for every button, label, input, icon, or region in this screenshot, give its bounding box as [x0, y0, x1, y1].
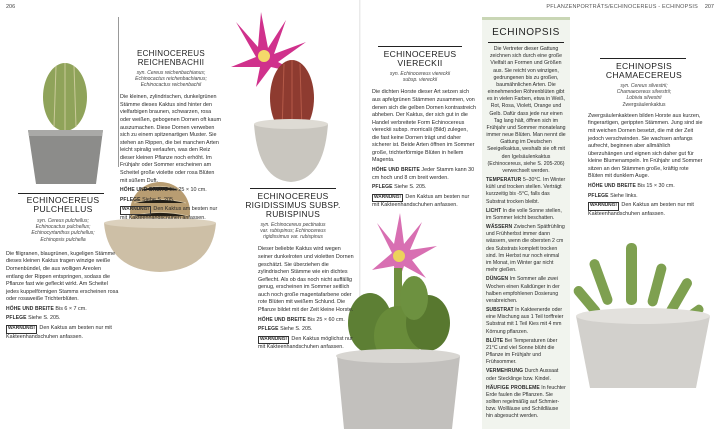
rigidissimus-photo: [216, 12, 336, 192]
viereckii-care: PFLEGE Siehe S. 205.: [372, 184, 427, 191]
pulchellus-description: Die filigranen, blaugrünen, kugeligen Stämme dieses kleinen Kaktus tragen winzige weiße Dornenbündel, die aus wolligen Areolen entlang der Rippen entspringen, sodass die Pflanze fast wie gefleckt wirkt. Am Scheitel jedes kuppelförmigen Stamms erscheinen rosa oder rosaweiße Trichterblüten.: [6, 250, 119, 303]
viereckii-rule: [378, 46, 462, 47]
pulchellus-photo: [18, 52, 116, 187]
reichenbachii-description: Die kleinen, zylindrischen, dunkelgrünen Stämme dieses Kaktus sind hinter den vielfarbigen braunen, schwarzen, rosa oder weißen, gebogenen Dornen oft kaum auszumachen. Diese Dornen verweben sich zu einem spitzenartigen Muster. Sie stehen an Rippen, die bei manchen Arten leicht spiralig verlaufen, was den Reiz dieser kleinen Pflanze noch erhöht. Im Frühjahr oder Sommer erscheinen am Scheitel große violette oder rosa Blüten mit süßem Duft.: [120, 94, 221, 184]
pulchellus-synonyms: syn. Cereus pulchellus; Echinocactus pulchellus; Echinocyrtanthus pulchellus; Echinopsis pulchella: [31, 217, 95, 243]
pulchellus-care: PFLEGE Siehe S. 205.: [6, 315, 61, 322]
rigidissimus-size: HÖHE UND BREITE Bis 25 × 60 cm.: [258, 316, 345, 323]
echinopsis-flowering: BLÜTE Bei Temperaturen über 21°C und viel Sonne blüht die Pflanze im Frühjahr und Frühsommer.: [486, 337, 558, 366]
viereckii-entry: [364, 50, 476, 212]
echinopsis-genus-panel: [482, 17, 570, 429]
reichenbachii-size: HÖHE UND BREITE Bis 25 × 10 cm.: [120, 187, 207, 194]
rigidissimus-synonyms: syn. Echinocereus pectinatus var. rubispinus; Echinocereus rigidissimus var. rubispinus: [260, 221, 326, 241]
viereckii-title: ECHINOCEREUS VIERECKII: [383, 49, 457, 69]
echinopsis-watering: WÄSSERN Zwischen Spätfrühling und Frühherbst immer dann wässern, wenn die obersten 2 cm des Substrats komplett trocken sind. Im Herbst nur noch einmal im Monat, im Winter gar nicht mehr gießen.: [486, 224, 565, 274]
echinopsis-problems: HÄUFIGE PROBLEME In feuchter Erde faulen die Pflanzen. Sie sollten regelmäßig auf Schmier- bzw. Wollläuse und Schildläuse hin abgesucht werden.: [486, 384, 566, 420]
chamaecereus-description: Zwergsäulenkakteen bilden Horste aus kurzen, fingerartigen, gerippten Stämmen. Jung sind sie mit weichen Dornen besetzt, die mit der Zeit jedoch verschwinden. Sie wachsen anfangs aufrecht, beginnen aber allmählich überzuhängen und eignen sich daher gut für kleine Blumenampeln. Im Frühjahr und Sommer sitzen an den Stämmen große, kräftig rote Blüten mit dunklem Auge.: [588, 112, 703, 180]
echinopsis-temperature: TEMPERATUR 5–30°C. Im Winter kühl und trocken stellen. Verträgt kurzzeitig bis -5°C, falls das Substrat trocken bleibt.: [486, 177, 566, 205]
rigidissimus-description: Dieser beliebte Kaktus wird wegen seiner dunkelroten und violetten Dornen geschätzt. Sie überziehen die zylindrischen Stämme wie ein dichtes Geflecht. Als ob das noch nicht auffällig genug, erscheinen im Sommer seitlich auch noch große magentafarbene oder rote Blüten mit weißem Schlund. Die Pflanze bildet mit der Zeit kleine Horste.: [258, 246, 354, 313]
pulchellus-size: HÖHE UND BREITE Bis 6 × 7 cm.: [6, 305, 87, 312]
reichenbachii-divider: [118, 17, 119, 167]
running-head: PFLANZENPORTRÄTS/ECHINOCEREUS - ECHINOPSIS: [546, 4, 698, 10]
rigidissimus-entry: [232, 192, 354, 354]
reichenbachii-warning: WARNUNG! Den Kaktus am besten nur mit Kakteenhandschuhen anfassen.: [120, 206, 218, 221]
chamaecereus-synonyms: syn. Cereus silvestrii; Chamaecereus silvestrii; Lobivia silvestrii: [616, 82, 672, 102]
chamaecereus-rule: [600, 58, 686, 59]
viereckii-size: HÖHE UND BREITE Jeder Stamm kann 30 cm hoch und 8 cm breit werden.: [372, 167, 475, 181]
chamaecereus-photo: [568, 238, 718, 398]
pulchellus-title: ECHINOCEREUS PULCHELLUS: [26, 195, 100, 215]
chamaecereus-care: PFLEGE Siehe links.: [588, 192, 638, 199]
reichenbachii-title: ECHINOCEREUS REICHENBACHII: [136, 49, 206, 67]
page-number-left: 206: [6, 4, 16, 10]
rigidissimus-rule: [250, 188, 336, 189]
pulchellus-entry: [6, 196, 120, 343]
chamaecereus-warning: WARNUNG! Den Kaktus am besten nur mit Kakteenhandschuhen anfassen.: [588, 202, 694, 217]
reichenbachii-entry: [120, 50, 222, 224]
echinopsis-intro: Die Vertreter dieser Gattung zeichnen sich durch eine große Vielfalt an Formen und Größen aus. Sie reicht von winzigen, gedrungenen bis zu großen, baumähnlichen Arten. Die einnehmenden Röhrenblüten gibt es in vielen Farben, etwa in Weiß, Rot, Rosa, Violett, Orange und Gelb. Dafür dass jede nur einen Tag lang hält, öffnen sich im Frühjahr und Sommer monatelang immer neue Blüten. Man nennt die Gattung im Deutschen Seeigelkaktus, weshalb sie oft mit den Igelsäulenkaktus (Echinocereus, siehe S. 205-206) verwechselt werden.: [486, 46, 566, 174]
chamaecereus-entry: [584, 62, 704, 220]
echinopsis-title: ECHINOPSIS: [492, 27, 560, 38]
chamaecereus-size: HÖHE UND BREITE Bis 15 × 30 cm.: [588, 182, 675, 189]
echinopsis-accent-bar: [482, 17, 570, 20]
page-number-right: 207: [704, 4, 714, 10]
echinopsis-propagation: VERMEHRUNG Durch Aussaat oder Stecklinge bzw. Kindel.: [486, 368, 559, 382]
viereckii-warning: WARNUNG! Den Kaktus am besten nur mit Kakteenhandschuhen anfassen.: [372, 193, 470, 209]
chamaecereus-common-name: Zwergsäulenkaktus: [622, 101, 666, 108]
chamaecereus-title: ECHINOPSIS CHAMAECEREUS: [605, 61, 683, 81]
viereckii-description: Die dichten Horste dieser Art setzen sich aus apfelgrünen Stämmen zusammen, von denen sich die gelben Dornen kontrastreich abheben. Der Kaktus, der sich gut in die Handel verbreitete Form Echinocereus viereckii subsp. morricalii (Bild) zulegen, die fast keine Dornen trägt und daher sicherer ist. Beide Arten öffnen im Sommer große, trichterförmige Blüten in hellem Magenta.: [372, 89, 476, 164]
viereckii-synonyms: syn. Echinocereus viereckii subsp. viereckii: [389, 70, 451, 84]
rigidissimus-care: PFLEGE Siehe S. 205.: [258, 326, 313, 333]
echinopsis-substrate: SUBSTRAT In Kakteenerde oder eine Mischung aus 1 Teil torffreier Substrat mit 1 Teil Kies mit 4 mm Körnung pflanzen.: [486, 307, 564, 335]
reichenbachii-synonyms: syn. Cereus reichenbachianus; Echinocactus reichenbachianus; Echinocactus reichenbachii: [135, 69, 207, 89]
rigidissimus-title: ECHINOCEREUS RIGIDISSIMUS SUBSP. RUBISPINUS: [245, 191, 341, 220]
reichenbachii-care: PFLEGE Siehe S. 205.: [120, 196, 175, 203]
pulchellus-rule: [18, 193, 104, 194]
rigidissimus-warning: WARNUNG! Den Kaktus möglichst nur mit Kakteenhandschuhen anfassen.: [258, 335, 353, 351]
echinopsis-fertilizing: DÜNGEN Im Sommer alle zwei Wochen einen Kalidünger in der halben empfohlenen Dosierung verabreichen.: [486, 276, 560, 304]
pulchellus-warning: WARNUNG! Den Kaktus am besten nur mit Kakteenhandschuhen anfassen.: [6, 324, 112, 340]
echinopsis-light: LICHT In die volle Sonne stellen, im Sommer leicht beschatten.: [486, 207, 562, 221]
